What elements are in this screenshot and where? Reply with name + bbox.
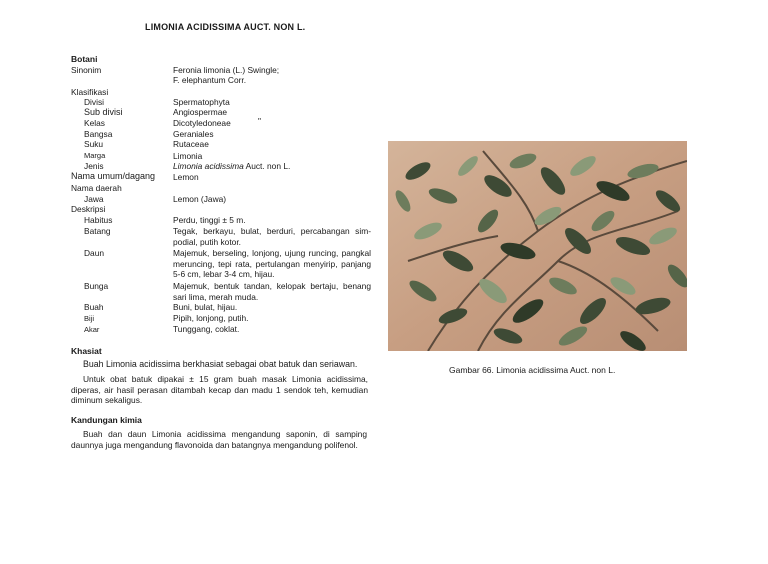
heading-botani: Botani <box>71 54 98 64</box>
label-deskripsi: Deskripsi <box>71 204 106 214</box>
label-bangsa: Bangsa <box>84 129 113 139</box>
label-kelas: Kelas <box>84 118 105 128</box>
value-marga: Limonia <box>173 151 203 161</box>
label-suku: Suku <box>84 139 104 149</box>
khasiat-paragraph-1: Buah Limonia acidissima berkhasiat sebagai obat batuk dan seriawan. <box>83 359 358 369</box>
heading-kandungan-kimia: Kandungan kimia <box>71 415 142 425</box>
value-bunga: Majemuk, bentuk tandan, kelopak bertaju, benang sari lima, merah muda. <box>173 281 371 302</box>
label-jawa: Jawa <box>84 194 104 204</box>
ditto-mark: " <box>258 116 261 126</box>
value-sinonim-1: Feronia limonia (L.) Swingle; <box>173 65 280 75</box>
label-batang: Batang <box>84 226 111 236</box>
page-title: LIMONIA ACIDISSIMA AUCT. NON L. <box>145 22 306 32</box>
figure-caption: Gambar 66. Limonia acidissima Auct. non L. <box>449 365 616 375</box>
label-divisi: Divisi <box>84 97 105 107</box>
khasiat-paragraph-2: Untuk obat batuk dipakai ± 15 gram buah masak Limonia acidissima, diperas, air hasil perasan ditambah kecap dan madu 1 sendok teh, kemudian diminum sekaligus. <box>71 374 368 405</box>
value-daun: Majemuk, berseling, lonjong, ujung runcing, pangkal meruncing, tepi rata, pertulangan menyirip, panjang 5-6 cm, lebar 3-4 cm, hijau. <box>173 248 371 279</box>
value-jenis-italic: Limonia acidissima <box>173 161 244 171</box>
kandungan-paragraph: Buah dan daun Limonia acidissima mengandung saponin, di samping daunnya juga mengandung flavonoida dan batangnya mengandung polifenol. <box>71 429 367 450</box>
label-habitus: Habitus <box>84 215 113 225</box>
value-divisi: Spermatophyta <box>173 97 230 107</box>
label-sinonim: Sinonim <box>71 65 102 75</box>
value-biji: Pipih, lonjong, putih. <box>173 313 249 323</box>
value-jawa: Lemon (Jawa) <box>173 194 227 204</box>
value-batang: Tegak, berkayu, bulat, berduri, percabangan simpodial, putih kotor. <box>173 226 371 247</box>
label-nama-daerah: Nama daerah <box>71 183 122 193</box>
value-buah: Buni, bulat, hijau. <box>173 302 238 312</box>
label-sub-divisi: Sub divisi <box>84 107 123 117</box>
label-nama-umum: Nama umum/dagang <box>71 171 156 181</box>
value-akar: Tunggang, coklat. <box>173 324 240 334</box>
plant-photo <box>388 141 687 351</box>
label-jenis: Jenis <box>84 161 104 171</box>
label-biji: Biji <box>84 314 95 323</box>
value-sub-divisi: Angiospermae <box>173 107 228 117</box>
value-habitus: Perdu, tinggi ± 5 m. <box>173 215 246 225</box>
plant-illustration <box>388 141 687 351</box>
value-jenis <box>173 161 290 172</box>
value-nama-umum: Lemon <box>173 172 199 182</box>
label-klasifikasi: Klasifikasi <box>71 87 109 97</box>
heading-khasiat: Khasiat <box>71 346 102 356</box>
label-buah: Buah <box>84 302 104 312</box>
value-suku: Rutaceae <box>173 139 209 149</box>
label-bunga: Bunga <box>84 281 109 291</box>
value-bangsa: Geraniales <box>173 129 214 139</box>
value-sinonim-2: F. elephantum Corr. <box>173 75 247 85</box>
label-daun: Daun <box>84 248 105 258</box>
label-marga: Marga <box>84 151 106 160</box>
label-akar: Akar <box>84 325 100 334</box>
value-jenis-rest: Auct. non L. <box>243 161 291 171</box>
value-kelas: Dicotyledoneae <box>173 118 231 128</box>
